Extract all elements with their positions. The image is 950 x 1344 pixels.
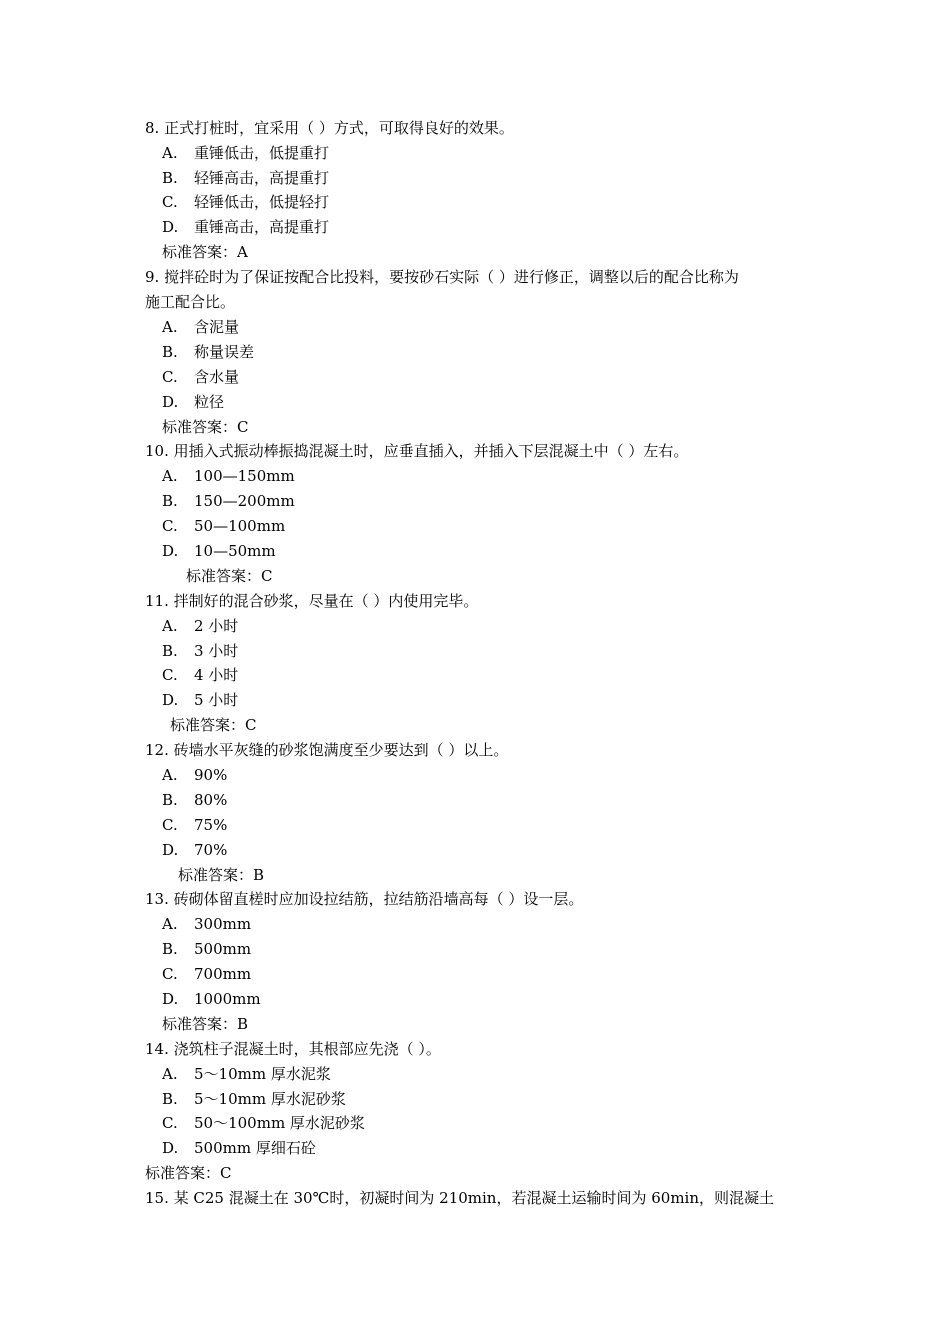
- question-12-option-a: A. 90%: [162, 766, 228, 784]
- question-14-answer: 标准答案：C: [145, 1164, 232, 1182]
- question-13-option-c: C. 700mm: [162, 965, 252, 983]
- question-8-answer: 标准答案：A: [162, 243, 248, 261]
- question-13-option-a: A. 300mm: [162, 915, 252, 933]
- question-8-option-c: C. 轻锤低击，低提轻打: [162, 193, 330, 211]
- question-8-option-d: D. 重锤高击，高提重打: [162, 218, 330, 236]
- question-9-answer: 标准答案：C: [162, 418, 249, 436]
- question-15-stem: 15. 某 C25 混凝土在 30℃时，初凝时间为 210min，若混凝土运输时间为 60min，则混凝土: [145, 1189, 774, 1207]
- question-9-option-a: A. 含泥量: [162, 318, 240, 336]
- question-11-answer: 标准答案：C: [170, 716, 257, 734]
- question-14-option-d: D. 500mm 厚细石砼: [162, 1139, 316, 1157]
- question-10-option-b: B. 150—200mm: [162, 492, 295, 510]
- question-11-stem: 11. 拌制好的混合砂浆，尽量在（ ）内使用完毕。: [145, 592, 479, 610]
- question-11-option-a: A. 2 小时: [162, 617, 239, 635]
- question-14-option-a: A. 5～10mm 厚水泥浆: [162, 1065, 331, 1083]
- question-13-answer: 标准答案：B: [162, 1015, 249, 1033]
- question-9-option-c: C. 含水量: [162, 368, 240, 386]
- question-13-option-b: B. 500mm: [162, 940, 252, 958]
- question-10-option-d: D. 10—50mm: [162, 542, 276, 560]
- question-12-answer: 标准答案：B: [178, 866, 265, 884]
- question-9-stem: 9. 搅拌砼时为了保证按配合比投料，要按砂石实际（ ）进行修正，调整以后的配合比称为: [145, 268, 739, 286]
- question-12-option-d: D. 70%: [162, 841, 228, 859]
- question-11-option-d: D. 5 小时: [162, 691, 239, 709]
- question-14-option-b: B. 5～10mm 厚水泥砂浆: [162, 1090, 346, 1108]
- question-9-stem-continued: 施工配合比。: [145, 293, 236, 311]
- question-12-stem: 12. 砖墙水平灰缝的砂浆饱满度至少要达到（ ）以上。: [145, 741, 509, 759]
- question-13-option-d: D. 1000mm: [162, 990, 261, 1008]
- question-10-stem: 10. 用插入式振动棒振捣混凝土时，应垂直插入，并插入下层混凝土中（ ）左右。: [145, 442, 689, 460]
- question-10-option-c: C. 50—100mm: [162, 517, 286, 535]
- question-11-option-b: B. 3 小时: [162, 642, 239, 660]
- question-9-option-b: B. 称量误差: [162, 343, 255, 361]
- question-10-answer: 标准答案：C: [186, 567, 273, 585]
- question-14-stem: 14. 浇筑柱子混凝土时，其根部应先浇（ ）。: [145, 1040, 441, 1058]
- question-8-option-b: B. 轻锤高击，高提重打: [162, 169, 330, 187]
- question-8-stem: 8. 正式打桩时，宜采用（ ）方式，可取得良好的效果。: [145, 119, 514, 137]
- question-8-option-a: A. 重锤低击，低提重打: [162, 144, 330, 162]
- question-13-stem: 13. 砖砌体留直槎时应加设拉结筋，拉结筋沿墙高每（ ）设一层。: [145, 890, 584, 908]
- question-14-option-c: C. 50～100mm 厚水泥砂浆: [162, 1114, 365, 1132]
- question-12-option-c: C. 75%: [162, 816, 228, 834]
- question-10-option-a: A. 100—150mm: [162, 467, 295, 485]
- question-12-option-b: B. 80%: [162, 791, 228, 809]
- question-11-option-c: C. 4 小时: [162, 666, 239, 684]
- question-9-option-d: D. 粒径: [162, 393, 225, 411]
